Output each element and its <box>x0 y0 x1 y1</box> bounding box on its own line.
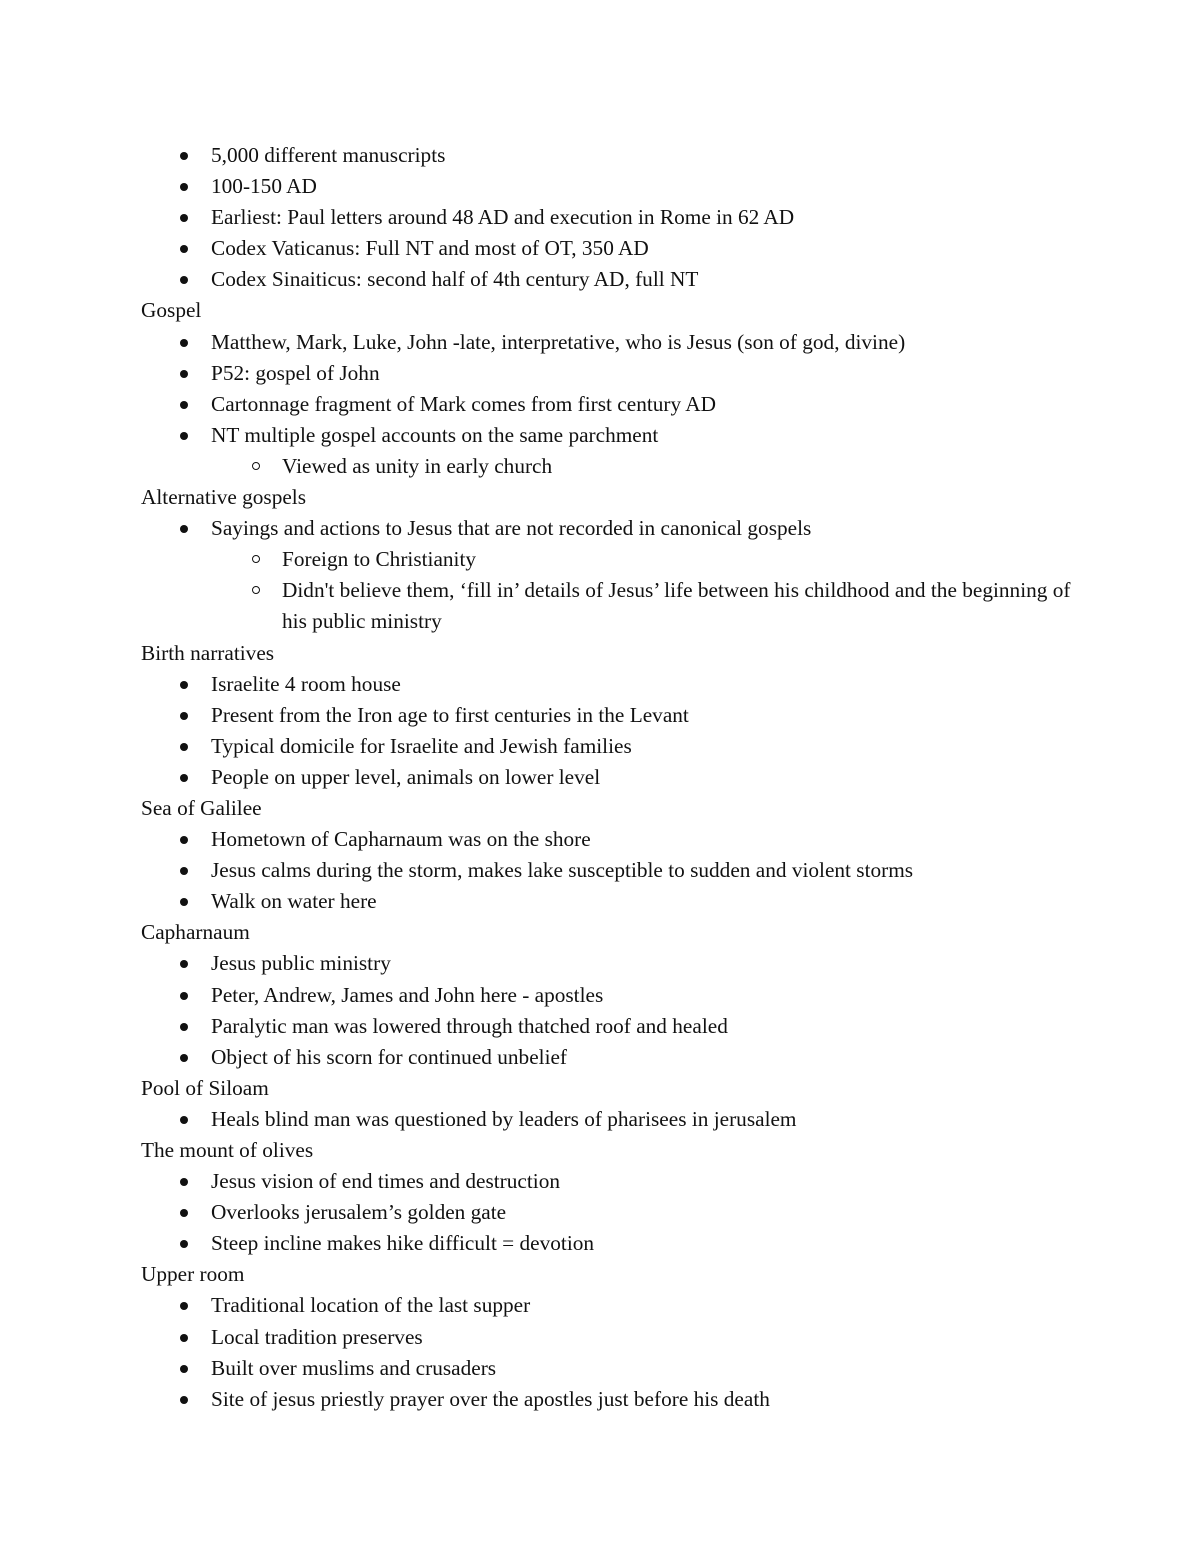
sub-list-item <box>141 575 1081 637</box>
list-item-text: Present from the Iron age to first centuries in the Levant <box>211 702 689 727</box>
section-heading: Gospel <box>141 298 202 323</box>
filled-bullet-icon <box>180 1197 190 1228</box>
list-item <box>141 1166 1081 1197</box>
list-item <box>141 1228 1081 1259</box>
list-item <box>141 1290 1081 1321</box>
sub-list-item <box>141 544 1081 575</box>
section-heading: Birth narratives <box>141 640 275 665</box>
filled-bullet-icon <box>180 980 190 1011</box>
filled-bullet-icon <box>180 1042 190 1073</box>
section-heading: Capharnaum <box>141 920 250 945</box>
list-item-text: Typical domicile for Israelite and Jewish families <box>211 733 632 758</box>
list-item-text: People on upper level, animals on lower level <box>211 764 601 789</box>
list-item-text: Earliest: Paul letters around 48 AD and execution in Rome in 62 AD <box>211 205 795 230</box>
list-item-text: Site of jesus priestly prayer over the apostles just before his death <box>211 1386 770 1411</box>
list-item-text: Matthew, Mark, Luke, John -late, interpretative, who is Jesus (son of god, divine) <box>211 329 906 354</box>
list-item <box>141 980 1081 1011</box>
section-heading: Alternative gospels <box>141 485 307 510</box>
list-item <box>141 731 1081 762</box>
list-item-text: 100-150 AD <box>211 174 317 199</box>
filled-bullet-icon <box>180 264 190 295</box>
filled-bullet-icon <box>180 389 190 420</box>
section-heading: Upper room <box>141 1262 245 1287</box>
list-item <box>141 1353 1081 1384</box>
filled-bullet-icon <box>180 513 190 544</box>
list-item <box>141 358 1081 389</box>
list-item-text: Built over muslims and crusaders <box>211 1355 497 1380</box>
list-item <box>141 264 1081 295</box>
list-item-text: Peter, Andrew, James and John here - apostles <box>211 982 604 1007</box>
list-item <box>141 1104 1081 1135</box>
list-item <box>141 171 1081 202</box>
list-item <box>141 233 1081 264</box>
list-item <box>141 420 1081 451</box>
list-item <box>141 513 1081 544</box>
list-item-text: Steep incline makes hike difficult = devotion <box>211 1231 595 1256</box>
filled-bullet-icon <box>180 824 190 855</box>
filled-bullet-icon <box>180 1384 190 1415</box>
list-item <box>141 389 1081 420</box>
list-item <box>141 1011 1081 1042</box>
list-item-text: 5,000 different manuscripts <box>211 143 446 167</box>
filled-bullet-icon <box>180 762 190 793</box>
list-item <box>141 1197 1081 1228</box>
list-item-text: Viewed as unity in early church <box>282 453 553 478</box>
list-item-text: Jesus vision of end times and destruction <box>211 1169 560 1194</box>
filled-bullet-icon <box>180 855 190 886</box>
filled-bullet-icon <box>180 1322 190 1353</box>
list-item <box>141 669 1081 700</box>
list-item <box>141 700 1081 731</box>
list-item <box>141 1042 1081 1073</box>
filled-bullet-icon <box>180 1290 190 1321</box>
hollow-bullet-icon <box>252 544 262 575</box>
list-item-text: Codex Sinaiticus: second half of 4th century AD, full NT <box>211 267 699 292</box>
list-item-text: Codex Vaticanus: Full NT and most of OT, 350 AD <box>211 236 649 261</box>
list-item-text: Object of his scorn for continued unbelief <box>211 1044 568 1069</box>
filled-bullet-icon <box>180 1104 190 1135</box>
list-item-text: Paralytic man was lowered through thatched roof and healed <box>211 1013 728 1038</box>
list-item-text: Heals blind man was questioned by leaders of pharisees in jerusalem <box>211 1106 797 1131</box>
list-item <box>141 140 1081 171</box>
list-item <box>141 948 1081 979</box>
list-item <box>141 855 1081 886</box>
filled-bullet-icon <box>180 358 190 389</box>
filled-bullet-icon <box>180 140 190 171</box>
list-item <box>141 762 1081 793</box>
list-item <box>141 202 1081 233</box>
filled-bullet-icon <box>180 1353 190 1384</box>
hollow-bullet-icon <box>252 575 262 606</box>
list-item-text: Overlooks jerusalem’s golden gate <box>211 1200 507 1225</box>
list-item-text: Israelite 4 room house <box>211 671 401 696</box>
filled-bullet-icon <box>180 948 190 979</box>
list-item-text: NT multiple gospel accounts on the same parchment <box>211 422 659 447</box>
list-item-text: Traditional location of the last supper <box>211 1293 531 1318</box>
list-item-text: Didn't believe them, ‘fill in’ details of Jesus’ life between his childhood and the beginning of his public ministry <box>282 578 1071 634</box>
list-item <box>141 824 1081 855</box>
list-item <box>141 1384 1081 1415</box>
list-item-text: Local tradition preserves <box>211 1324 423 1349</box>
section-heading: Sea of Galilee <box>141 795 262 820</box>
filled-bullet-icon <box>180 1011 190 1042</box>
filled-bullet-icon <box>180 669 190 700</box>
filled-bullet-icon <box>180 420 190 451</box>
list-item <box>141 1322 1081 1353</box>
document-body <box>141 140 1081 1415</box>
section-heading: The mount of olives <box>141 1138 314 1162</box>
section-heading: Pool of Siloam <box>141 1075 269 1100</box>
list-item-text: Hometown of Capharnaum was on the shore <box>211 827 591 852</box>
filled-bullet-icon <box>180 731 190 762</box>
list-item-text: Jesus public ministry <box>211 951 391 976</box>
filled-bullet-icon <box>180 233 190 264</box>
filled-bullet-icon <box>180 202 190 233</box>
filled-bullet-icon <box>180 1166 190 1197</box>
filled-bullet-icon <box>180 327 190 358</box>
list-item-text: Foreign to Christianity <box>282 547 477 572</box>
hollow-bullet-icon <box>252 451 262 482</box>
list-item-text: Jesus calms during the storm, makes lake susceptible to sudden and violent storms <box>211 858 914 883</box>
sub-list-item <box>141 451 1081 482</box>
list-item-text: P52: gospel of John <box>211 360 380 385</box>
filled-bullet-icon <box>180 171 190 202</box>
list-item-text: Sayings and actions to Jesus that are not recorded in canonical gospels <box>211 516 812 541</box>
list-item-text: Walk on water here <box>211 889 377 914</box>
filled-bullet-icon <box>180 886 190 917</box>
filled-bullet-icon <box>180 700 190 731</box>
list-item <box>141 327 1081 358</box>
list-item <box>141 886 1081 917</box>
filled-bullet-icon <box>180 1228 190 1259</box>
list-item-text: Cartonnage fragment of Mark comes from first century AD <box>211 391 717 416</box>
